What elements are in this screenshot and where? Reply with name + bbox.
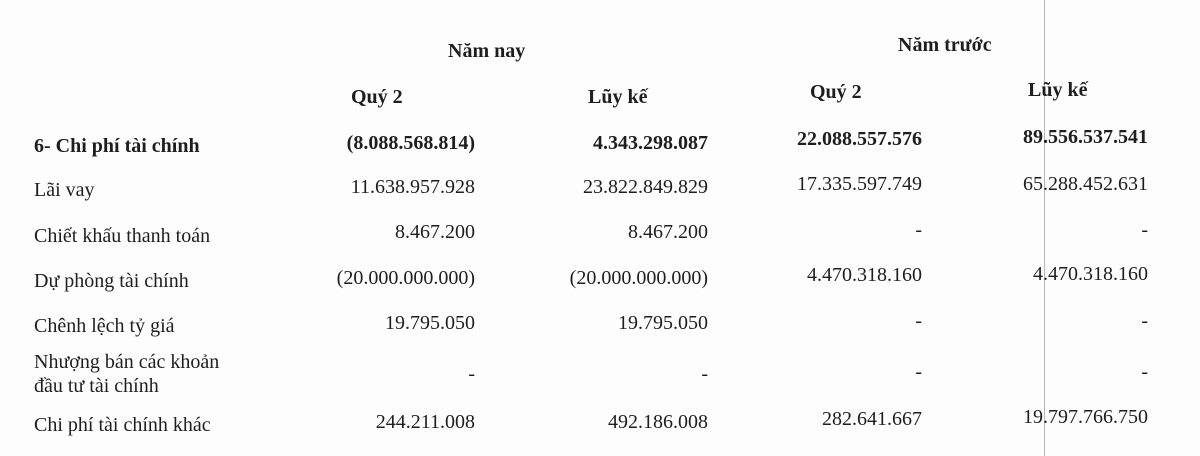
cell-r6-c3: - <box>915 361 922 383</box>
col-header-nam-nay-luy-ke: Lũy kế <box>588 86 648 108</box>
row-label-nhuong-ban-line2: đầu tư tài chính <box>34 375 159 397</box>
cell-r4-c2: (20.000.000.000) <box>569 267 708 289</box>
cell-r2-c4: 65.288.452.631 <box>1023 173 1148 195</box>
scan-fold-line <box>1044 0 1045 456</box>
header-nam-truoc: Năm trước <box>898 34 992 56</box>
cell-r3-c2: 8.467.200 <box>628 221 708 243</box>
row-label-du-phong-tai-chinh: Dự phòng tài chính <box>34 270 189 292</box>
cell-r5-c2: 19.795.050 <box>618 312 708 334</box>
cell-r3-c4: - <box>1141 219 1148 241</box>
row-label-chenh-lech-ty-gia: Chênh lệch tỷ giá <box>34 315 175 337</box>
cell-r7-c4: 19.797.766.750 <box>1023 406 1148 428</box>
cell-r7-c3: 282.641.667 <box>822 408 922 430</box>
cell-r6-c4: - <box>1141 361 1148 383</box>
col-header-nam-truoc-quy2: Quý 2 <box>810 81 862 103</box>
cell-r7-c2: 492.186.008 <box>608 411 708 433</box>
cell-r2-c3: 17.335.597.749 <box>797 173 922 195</box>
header-nam-nay: Năm nay <box>448 40 526 62</box>
cell-r3-c1: 8.467.200 <box>395 221 475 243</box>
cell-r1-c3: 22.088.557.576 <box>797 128 922 150</box>
cell-r1-c4: 89.556.537.541 <box>1023 126 1148 148</box>
cell-r5-c1: 19.795.050 <box>385 312 475 334</box>
cell-r6-c1: - <box>468 363 475 385</box>
cell-r5-c4: - <box>1141 310 1148 332</box>
cell-r4-c3: 4.470.318.160 <box>807 264 922 286</box>
cell-r4-c4: 4.470.318.160 <box>1033 263 1148 285</box>
row-label-chi-phi-tai-chinh-khac: Chi phí tài chính khác <box>34 414 211 436</box>
cell-r1-c2: 4.343.298.087 <box>593 132 708 154</box>
cell-r4-c1: (20.000.000.000) <box>336 267 475 289</box>
cell-r6-c2: - <box>701 363 708 385</box>
cell-r2-c1: 11.638.957.928 <box>350 176 475 198</box>
cell-r7-c1: 244.211.008 <box>375 411 475 433</box>
col-header-nam-truoc-luy-ke: Lũy kế <box>1028 79 1088 101</box>
row-label-chi-phi-tai-chinh: 6- Chi phí tài chính <box>34 135 200 157</box>
col-header-nam-nay-quy2: Quý 2 <box>351 86 403 108</box>
row-label-chiet-khau-thanh-toan: Chiết khấu thanh toán <box>34 225 211 247</box>
cell-r1-c1: (8.088.568.814) <box>346 132 475 154</box>
cell-r5-c3: - <box>915 310 922 332</box>
row-label-nhuong-ban-line1: Nhượng bán các khoản <box>34 351 220 373</box>
cell-r3-c3: - <box>915 219 922 241</box>
cell-r2-c2: 23.822.849.829 <box>583 176 708 198</box>
row-label-lai-vay: Lãi vay <box>34 179 95 201</box>
